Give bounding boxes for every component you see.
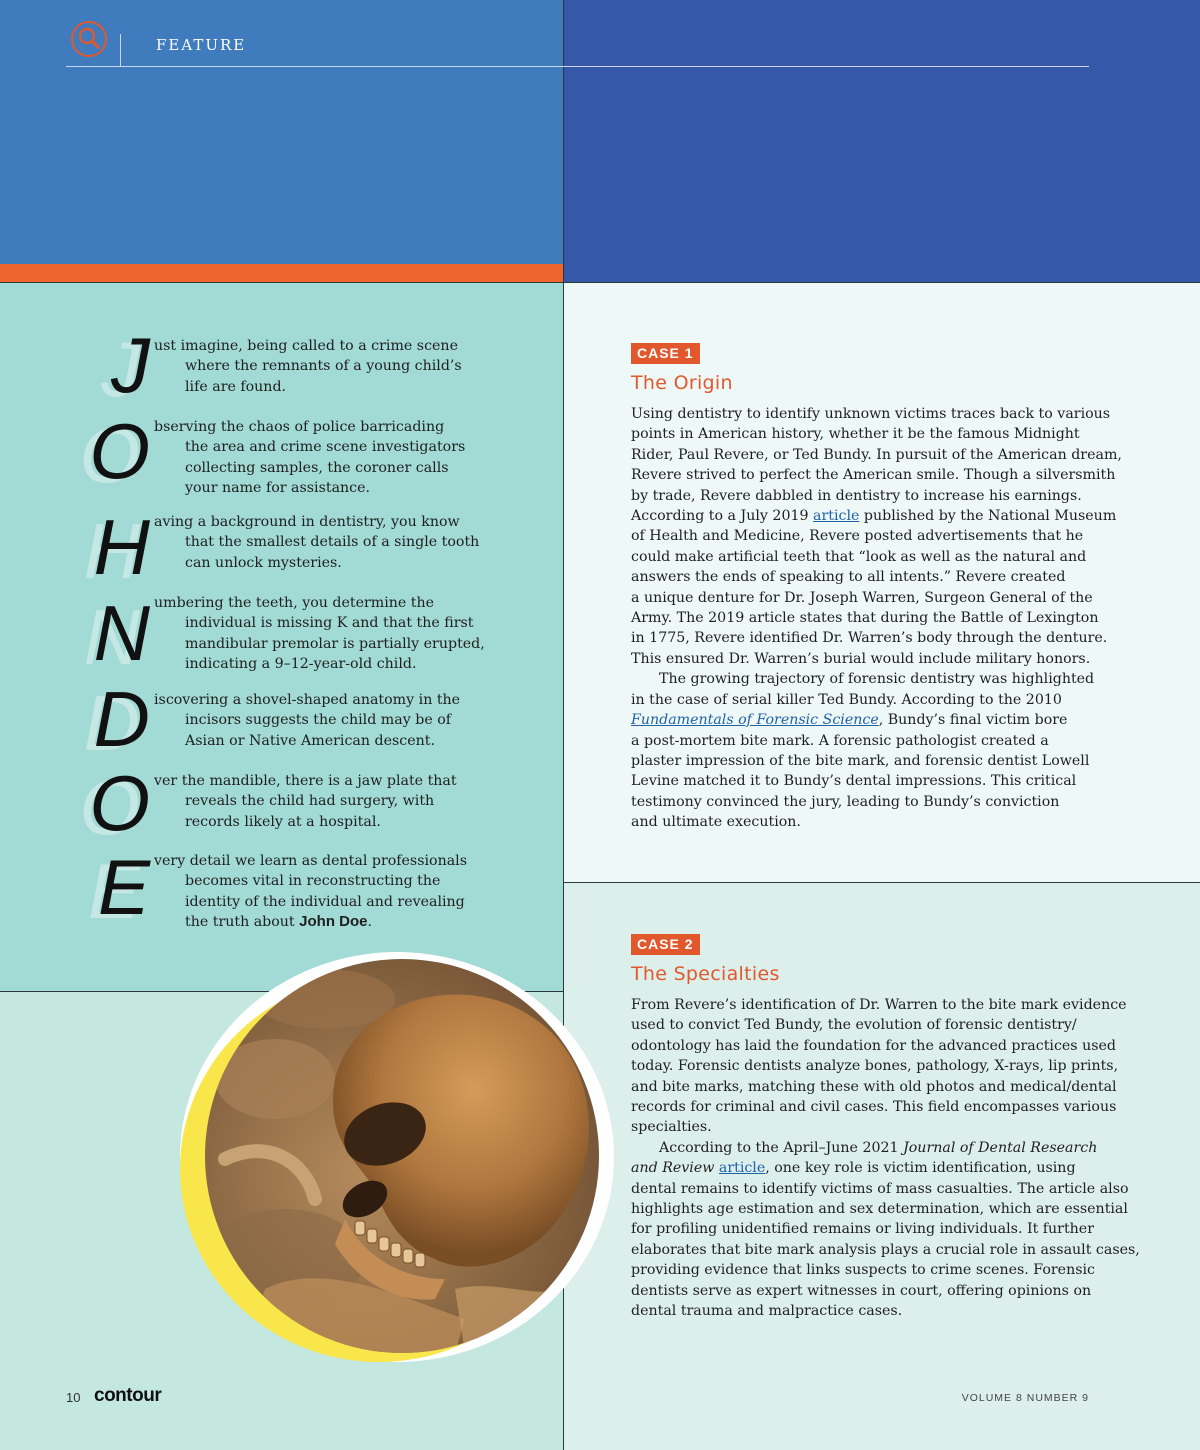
- contour-logo: contour: [94, 1385, 162, 1406]
- article-link[interactable]: article: [718, 1160, 766, 1177]
- acrostic-letter: D: [93, 675, 150, 763]
- acrostic-stanza: ust imagine, being called to a crime scene where the remnants of a young child’s life are found.: [154, 338, 462, 395]
- case1-title: The Origin: [631, 372, 733, 394]
- orange-stripe: [0, 264, 563, 282]
- header-panel-right: [563, 0, 1200, 282]
- section-label: FEATURE: [156, 36, 247, 54]
- acrostic-stanza: ver the mandible, there is a jaw plate that reveals the child had surgery, with records likely at a hospital.: [154, 773, 457, 830]
- acrostic-letter: N: [93, 589, 150, 677]
- article-link[interactable]: article: [813, 508, 860, 525]
- case1-badge: CASE 1: [631, 343, 700, 364]
- page-number: 10: [66, 1390, 81, 1405]
- case1-body: Using dentistry to identify unknown victims traces back to various points in American history, whether it be the famous Midnight Rider, Paul Revere, or Ted Bundy. In pursuit of the American dream, Revere strived to perfect the American smile. Though a silversmith by trade, Revere dabbled in dentistry to increase his earnings. According to a July 2019 article published by the National Museum of Health and Medicine, Revere posted advertisements that he could make artificial teeth that “look as well as the natural and answers the ends of speaking to all intents.” Revere created a unique denture for Dr. Joseph Warren, Surgeon General of the Army. The 2019 article states that during the Battle of Lexington in 1775, Revere identified Dr. Warren’s body through the denture. This ensured Dr. Warren’s burial would include military honors. The growing trajectory of forensic dentistry was highlighted in the case of serial killer Ted Bundy. According to the 2010 Fundamentals of Forensic Science, Bundy’s final victim bore a post-mortem bite mark. A forensic pathologist created a plaster impression of the bite mark, and forensic dentist Lowell Levine matched it to Bundy’s dental impressions. This critical testimony convinced the jury, leading to Bundy’s conviction and ultimate execution.: [631, 406, 1122, 831]
- skull-illustration: [205, 959, 599, 1353]
- divider: [563, 882, 1200, 883]
- header-rule: [66, 66, 1089, 67]
- fundamentals-link[interactable]: Fundamentals of Forensic Science: [631, 712, 879, 729]
- volume-label: VOLUME 8 NUMBER 9: [961, 1392, 1089, 1404]
- john-doe-emphasis: John Doe: [299, 913, 368, 931]
- case2-badge: CASE 2: [631, 934, 700, 955]
- case2-title: The Specialties: [631, 963, 780, 985]
- acrostic-letter: H: [93, 503, 150, 591]
- skull-photo: [205, 959, 599, 1353]
- acrostic-letter: J: [111, 321, 150, 409]
- acrostic-stanza: very detail we learn as dental professionals becomes vital in reconstructing the identity of the individual and revealing the truth about John Doe.: [154, 853, 467, 931]
- case2-body: From Revere’s identification of Dr. Warren to the bite mark evidence used to convict Ted Bundy, the evolution of forensic dentistry/ odontology has laid the foundation for the advanced practices used today. Forensic dentists analyze bones, pathology, X-rays, lip prints, and bite marks, matching these with old photos and medical/dental records for criminal and civil cases. This field encompasses various specialties. According to the April–June 2021 Journal of Dental Research and Review article, one key role is victim identification, using dental remains to identify victims of mass casualties. The article also highlights age estimation and sex determination, which are essential for profiling unidentified remains or living individuals. It further elaborates that bite mark analysis plays a crucial role in assault cases, providing evidence that links suspects to crime scenes. Forensic dentists serve as expert witnesses in court, offering opinions on dental trauma and malpractice cases.: [631, 997, 1140, 1320]
- search-icon[interactable]: [70, 20, 108, 58]
- acrostic-stanza: aving a background in dentistry, you know that the smallest details of a single tooth can unlock mysteries.: [154, 514, 480, 571]
- acrostic-stanza: iscovering a shovel-shaped anatomy in the incisors suggests the child may be of Asian or Native American descent.: [154, 692, 461, 749]
- header-divider: [120, 34, 121, 67]
- acrostic-letter: O: [89, 407, 150, 495]
- acrostic-stanza: bserving the chaos of police barricading the area and crime scene investigators collecting samples, the coroner calls your name for assistance.: [154, 419, 466, 497]
- acrostic-letter: O: [89, 759, 150, 847]
- divider: [0, 282, 1200, 283]
- acrostic-letter: E: [97, 843, 150, 931]
- acrostic-stanza: umbering the teeth, you determine the individual is missing K and that the first mandibular premolar is partially erupted, indicating a 9–12-year-old child.: [154, 595, 485, 673]
